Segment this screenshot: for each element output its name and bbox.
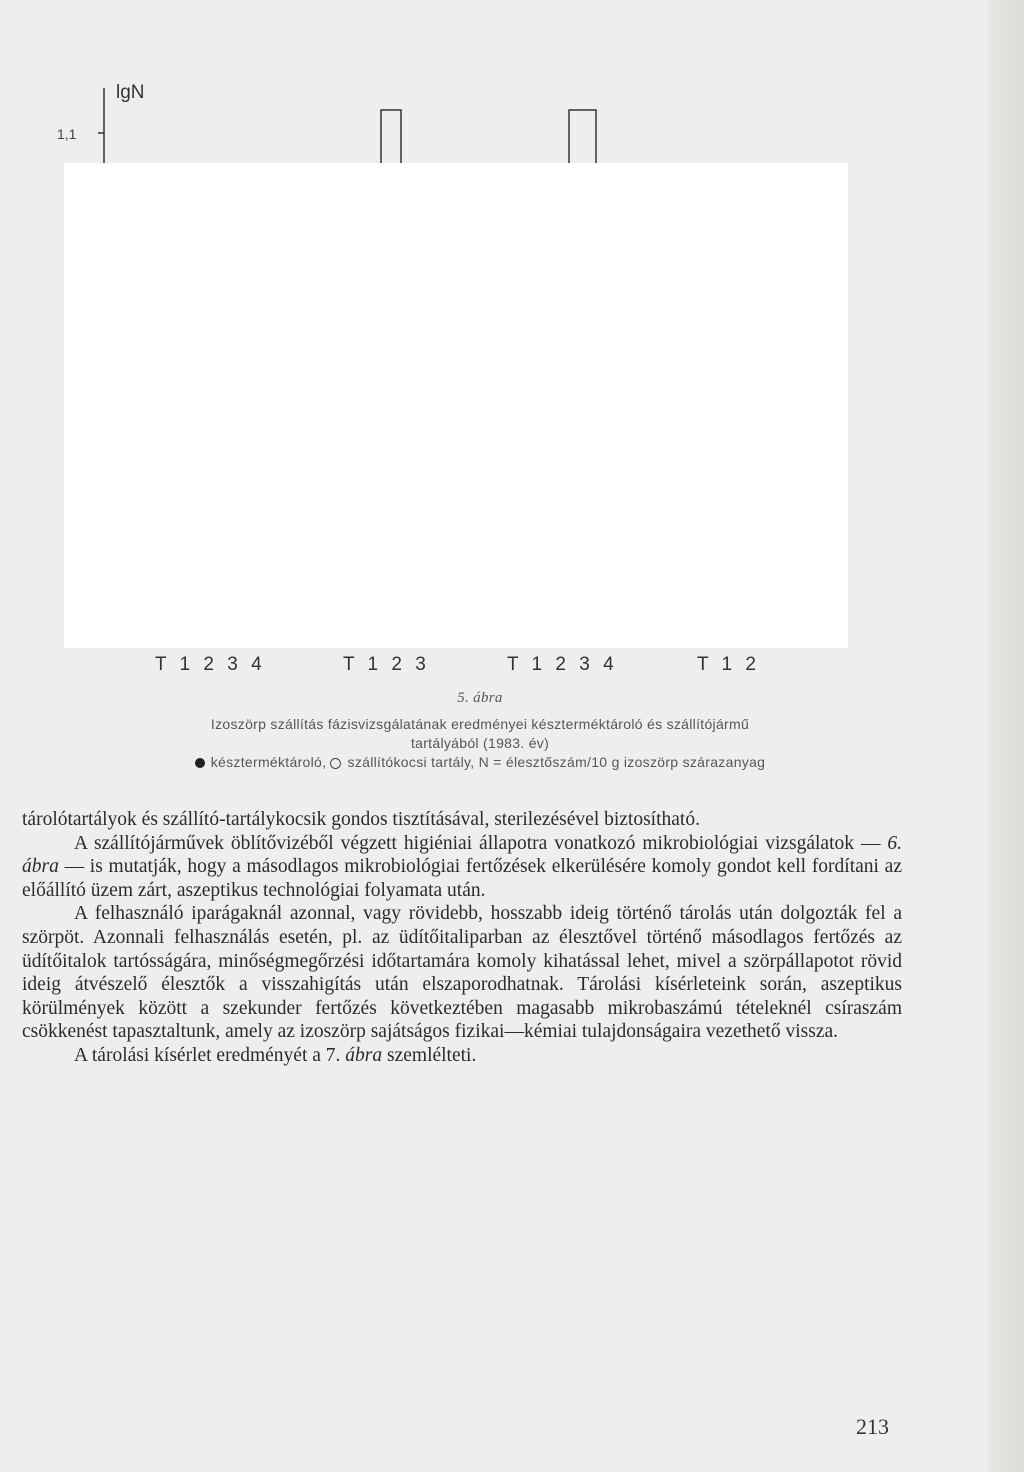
paragraph-2-text-b: — is mutatják, hogy a másodlagos mikrobiológiai fertőzések elkerülésére komoly gondot kell fordítani az előállító üzem zárt, aszeptikus technológiai folyamata után. [22,856,902,901]
figure-legend [0,754,960,770]
figure-6-reference: 6. ábra [22,832,902,878]
paragraph-3: A felhasználó iparágaknál azonnal, vagy rövidebb, hosszabb ideig történő tárolás után dolgozták fel a szörpöt. Azonnali felhasználás esetén, pl. az üdítőitaliparban az élesztővel történő másodlagos fertőzés az üdítőitalok tartósságára, minőségmegőrzési időtartamára komoly kihatással lehet, mivel a szörpállapotot rövid ideig átvészelő élesztők a visszahigítás után elszaporodhatnak. Tárolási kísérleteink során, aszeptikus körülmények között a szekunder fertőzés következtében magasabb mikrobaszámú tételeknél csíraszám csökkenést tapasztaltunk, amely az izoszörp sajátságos fizikai—kémiai tulajdonságaira vezethető vissza. [22,903,902,1043]
legend-open-label: szállítókocsi tartály, N = élesztőszám/10 g izoszörp szárazanyag [347,754,766,770]
figure-caption-title: 5. ábra [457,690,503,706]
paragraph-4 [22,1044,902,1068]
page-number: 213 [856,1414,889,1439]
body-text [22,808,902,1068]
bar-outline-1 [381,110,401,170]
paragraph-4-text-b: szemlélteti. [382,1044,477,1066]
y-axis-label: lgN [116,82,145,103]
figure-caption-line-2: tartályából (1983. év) [410,735,550,751]
group-label-4: T 1 2 [697,654,760,675]
figure-7-reference: ábra [345,1044,383,1066]
filled-circle-icon [195,758,205,768]
paragraph-1: tárolótartályok és szállító-tartálykocsik gondos tisztításával, sterilezésével biztosítható. [22,809,700,830]
bar-outline-2 [569,110,596,170]
figure-caption-line-1: Izoszörp szállítás fázisvizsgálatának eredményei készterméktároló és szállítójármű [210,716,750,732]
group-label-3: T 1 2 3 4 [507,654,618,675]
group-label-1: T 1 2 3 4 [155,654,266,675]
y-tick-label: 1,1 [57,126,77,142]
group-label-2: T 1 2 3 [343,654,430,675]
paragraph-2-text-a: A szállítójárművek öblítővizéből végzett higiéniai állapotra vonatkozó mikrobiológiai vizsgálatok — [74,832,888,854]
open-circle-icon [330,758,341,769]
redacted-chart-area [64,163,848,648]
legend-filled-label: készterméktároló, [210,754,327,770]
paragraph-2 [22,832,902,903]
paragraph-4-text-a: A tárolási kísérlet eredményét a 7. [74,1044,346,1066]
